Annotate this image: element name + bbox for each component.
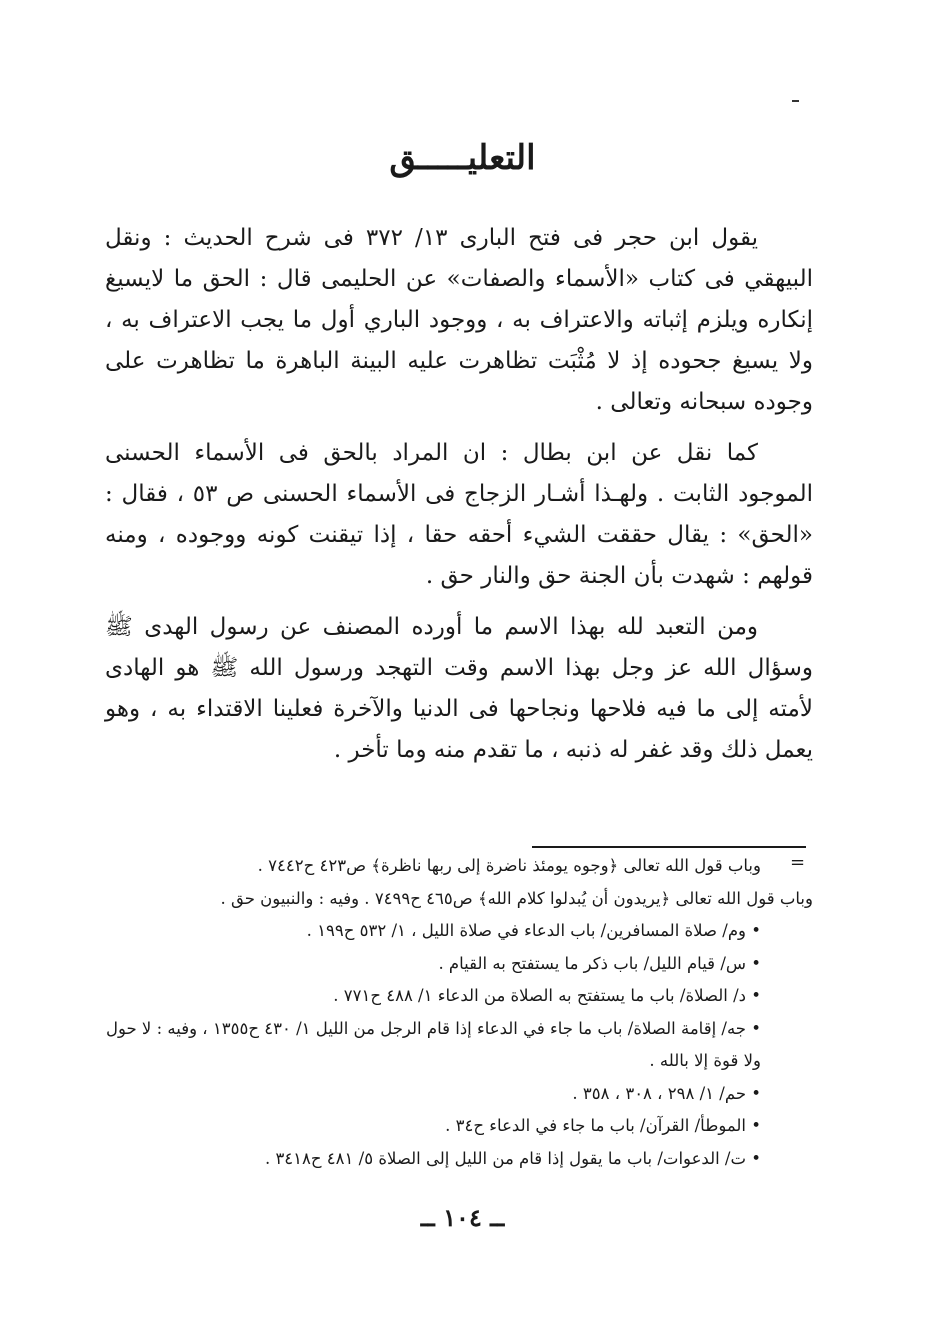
footnote-line: • حم/ ١/ ٢٩٨ ، ٣٠٨ ، ٣٥٨ . — [572, 1083, 761, 1103]
footnote-line: وباب قول الله تعالى ﴿يريدون أن يُبدلوا كلام الله﴾ ص٤٦٥ ح٧٤٩٩ . وفيه : والنبيون حق . — [220, 888, 813, 908]
scan-mark — [792, 100, 799, 102]
footnote-line: • جه/ إقامة الصلاة/ باب ما جاء في الدعاء إذا قام الرجل من الليل ١/ ٤٣٠ ح١٣٥٥ ، وفيه : لا حول ولا قوة إلا بالله . — [105, 1018, 761, 1070]
footnote-line: • د/ الصلاة/ باب ما يستفتح به الصلاة من الدعاء ١/ ٤٨٨ ح٧٧١ . — [333, 986, 761, 1005]
paragraph-3: ومن التعبد لله بهذا الاسم ما أورده المصنف عن رسول الهدى ﷺ وسؤال الله عز وجل بهذا الاسم وقت التهجد ورسول الله ﷺ هو الهادى لأمته إلى ما فيه فلاحها ونجاحها فى الدنيا والآخرة فعلينا الاقتداء به ، وهو يعمل ذلك وقد غفر له ذنبه ، ما تقدم منه وما تأخر . — [105, 614, 813, 763]
footnote-separator — [532, 846, 806, 848]
footnote-line: • س/ قيام الليل/ باب ذكر ما يستفتح به القيام . — [438, 953, 761, 973]
footnotes — [105, 850, 813, 1175]
footnote-line: • وم/ صلاة المسافرين/ باب الدعاء في صلاة الليل ، ١/ ٥٣٢ ح١٩٩ . — [306, 921, 761, 940]
footnote-line: • ت/ الدعوات/ باب ما يقول إذا قام من الليل إلى الصلاة ٥/ ٤٨١ ح٣٤١٨ . — [264, 1148, 761, 1168]
page-number: ــ ١٠٤ ــ — [420, 1203, 505, 1232]
paragraph-2: كما نقل عن ابن بطال : ان المراد بالحق فى الأسماء الحسنى الموجود الثابت . ولهـذا أشـار الزجاج فى الأسماء الحسنى ص ٥٣ ، فقال : «الحق» : يقال حققت الشيء أحقه حقا ، إذا تيقنت كونه ووجوده ، ومنه قولهم : شهدت بأن الجنة حق والنار حق . — [105, 440, 813, 589]
section-title: التعليـــــق — [389, 138, 536, 178]
commentary-body — [105, 218, 813, 781]
footnote-continuation-marker: = — [790, 852, 806, 873]
footnote-line: • الموطأ/ القرآن/ باب ما جاء في الدعاء ح٣٤ . — [445, 1116, 761, 1135]
footnote-line: وباب قول الله تعالى ﴿وجوه يومئذ ناضرة إلى ربها ناظرة﴾ ص٤٢٣ ح٧٤٤٢ . — [257, 856, 761, 875]
paragraph-1: يقول ابن حجر فى فتح البارى ١٣/ ٣٧٢ فى شرح الحديث : ونقل البيهقي فى كتاب «الأسماء والصفات» عن الحليمى قال : الحق ما لايسيغ إنكاره ويلزم إثباته والاعتراف به ، ووجود الباري أول ما يجب الاعتراف به ، ولا يسيغ جحوده إذ لا مُثْبَت تظاهرت عليه البينة الباهرة ما تظاهرت على وجوده سبحانه وتعالى . — [105, 225, 813, 415]
